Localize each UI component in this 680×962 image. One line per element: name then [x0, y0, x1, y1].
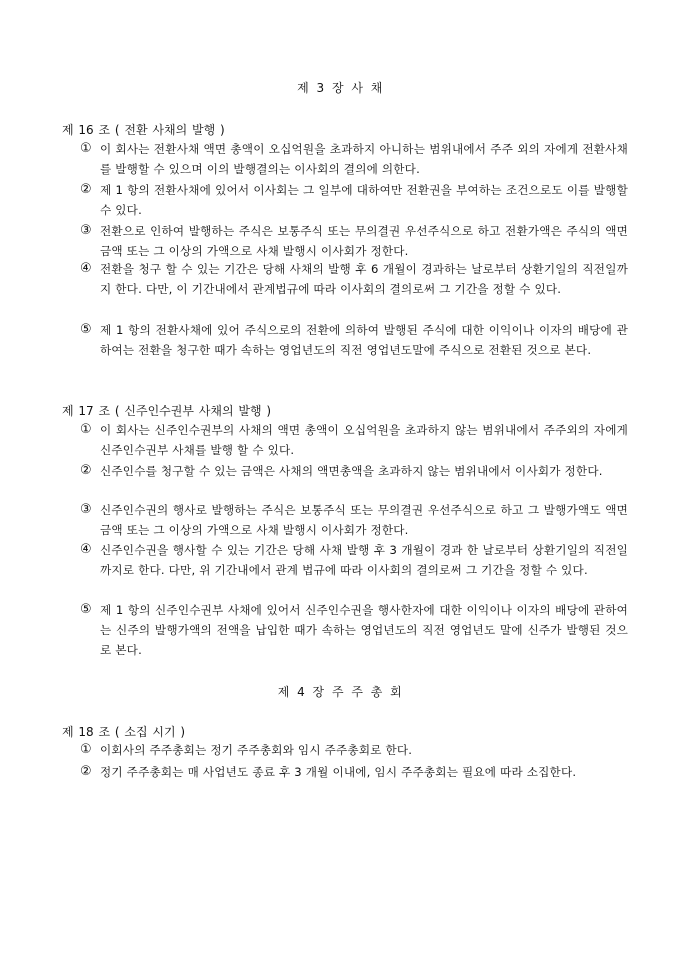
- clause-text: 제 1 항의 전환사채에 있어 주식으로의 전환에 의하여 발행된 주식에 대한 이익이나 이자의 배당에 관하여는 전환을 청구한 때가 속하는 영업년도의 직전 영업년도말에 주식으로 전환된 것으로 본다.: [100, 323, 628, 357]
- clause-number: ①: [80, 141, 92, 156]
- clause-text: 신주인수를 청구할 수 있는 금액은 사채의 액면총액을 초과하지 않는 범위내에서 이사회가 정한다.: [100, 464, 603, 478]
- article-16-clause-5: [80, 320, 628, 360]
- clause-number: ④: [80, 542, 92, 557]
- clause-text: 전환으로 인하여 발행하는 주식은 보통주식 또는 무의결권 우선주식으로 하고 전환가액은 주식의 액면금액 또는 그 이상의 가액으로 사채 발행시 이사회가 정한다.: [100, 224, 628, 258]
- article-17-clause-5: [80, 600, 628, 660]
- article-18-clause-1: [80, 740, 628, 760]
- clause-number: ①: [80, 422, 92, 437]
- clause-text: 정기 주주총회는 매 사업년도 종료 후 3 개월 이내에, 임시 주주총회는 필요에 따라 소집한다.: [100, 765, 577, 779]
- clause-number: ②: [80, 182, 92, 197]
- clause-number: ①: [80, 742, 92, 757]
- clause-number: ②: [80, 764, 92, 779]
- article-17-clause-2: [80, 461, 628, 481]
- article-17-clause-3: [80, 500, 628, 540]
- clause-text: 신주인수권의 행사로 발행하는 주식은 보통주식 또는 무의결권 우선주식으로 하고 그 발행가액도 액면금액 또는 그 이상의 가액으로 사채 발행시 이사회가 정한다.: [100, 503, 628, 537]
- clause-text: 제 1 항의 전환사채에 있어서 이사회는 그 일부에 대하여만 전환권을 부여하는 조건으로도 이를 발행할 수 있다.: [100, 183, 628, 217]
- clause-text: 신주인수권을 행사할 수 있는 기간은 당해 사채 발행 후 3 개월이 경과 한 날로부터 상환기일의 직전일까지로 한다. 다만, 위 기간내에서 관계 법규에 따라 이사회의 결의로써 그 기간을 정할 수 있다.: [100, 543, 628, 577]
- article-17-clause-1: [80, 420, 628, 460]
- article-16-clause-4: [80, 259, 628, 299]
- clause-number: ②: [80, 463, 92, 478]
- article-16-clause-1: [80, 139, 628, 179]
- article-17-title: 제 17 조 ( 신주인수권부 사채의 발행 ): [62, 404, 272, 418]
- clause-number: ③: [80, 223, 92, 238]
- clause-text: 이회사의 주주총회는 정기 주주총회와 임시 주주총회로 한다.: [100, 743, 413, 757]
- article-18-clause-2: [80, 762, 628, 782]
- chapter-4-heading: 제 4 장 주 주 총 회: [277, 685, 403, 699]
- article-18-title: 제 18 조 ( 소집 시기 ): [62, 725, 186, 739]
- clause-text: 제 1 항의 신주인수권부 사채에 있어서 신주인수권을 행사한자에 대한 이익이나 이자의 배당에 관하여는 신주의 발행가액의 전액을 납입한 때가 속하는 영업년도의 직전 영업년도 말에 신주가 발행된 것으로 본다.: [100, 603, 628, 657]
- chapter-3-heading: 제 3 장 사 채: [297, 81, 383, 95]
- clause-number: ⑤: [80, 602, 92, 617]
- article-16-title: 제 16 조 ( 전환 사채의 발행 ): [62, 123, 225, 137]
- clause-number: ⑤: [80, 322, 92, 337]
- clause-text: 전환을 청구 할 수 있는 기간은 당해 사채의 발행 후 6 개월이 경과하는 날로부터 상환기일의 직전일까지 한다. 다만, 이 기간내에서 관계법규에 따라 이사회의 결의로써 그 기간을 정할 수 있다.: [100, 262, 628, 296]
- clause-text: 이 회사는 신주인수권부의 사채의 액면 총액이 오십억원을 초과하지 않는 범위내에서 주주외의 자에게 신주인수권부 사채를 발행 할 수 있다.: [100, 423, 628, 457]
- clause-number: ③: [80, 502, 92, 517]
- article-17-clause-4: [80, 540, 628, 580]
- article-16-clause-2: [80, 180, 628, 220]
- article-16-clause-3: [80, 221, 628, 261]
- clause-number: ④: [80, 261, 92, 276]
- clause-text: 이 회사는 전환사채 액면 총액이 오십억원을 초과하지 아니하는 범위내에서 주주 외의 자에게 전환사채를 발행할 수 있으며 이의 발행결의는 이사회의 결의에 의한다.: [100, 142, 628, 176]
